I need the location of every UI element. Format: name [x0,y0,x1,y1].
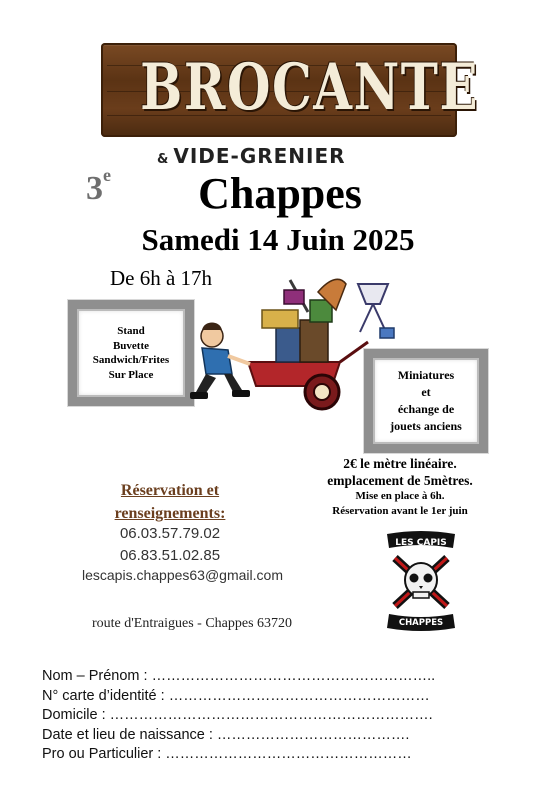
town-title: Chappes [198,169,362,218]
subtitle-text: VIDE-GRENIER [173,144,346,168]
pricing-info [300,455,500,519]
event-hours: De 6h à 17h [110,266,213,290]
services-line: Sandwich/Frites [92,354,170,366]
phone-number[interactable]: 06.83.51.02.85 [119,547,221,564]
form-field-name[interactable]: Nom – Prénom : ………………………………………………….. [42,668,436,684]
services-box [68,300,194,406]
reservation-deadline-line: Réservation avant le 1er juin [332,505,468,517]
logo-bottom-text: CHAPPES [398,618,444,628]
form-field-id-card[interactable]: N° carte d’identité : ……………………………………………… [42,687,430,704]
price-line: 2€ le mètre linéaire. [343,456,457,471]
miniatures-line: et [421,385,431,399]
club-logo [383,530,459,632]
contact-title [90,479,250,525]
miniatures-box [364,349,488,453]
services-line: Buvette [112,339,150,352]
sign-title: BROCANTE [140,50,480,125]
brocante-sign [101,43,480,137]
setup-time-line: Mise en place à 6h. [355,490,445,502]
contact-title-line: Réservation et [120,482,220,499]
edition-number: 3 [86,170,103,207]
contact-email[interactable]: lescapis.chappes63@gmail.com [82,567,283,583]
form-field-address[interactable]: Domicile : …………………………………………………………. [42,707,433,723]
event-date: Samedi 14 Juin 2025 [141,222,415,257]
registration-form [42,667,512,765]
edition-suffix: e [103,164,111,185]
skull-icon [395,558,447,606]
pitch-size-line: emplacement de 5mètres. [327,473,473,488]
form-field-pro-or-private[interactable]: Pro ou Particulier : …………………………………………… [42,746,412,762]
subtitle-ampersand: & [157,152,170,167]
miniatures-line: échange de [397,402,455,416]
services-line: Sur Place [108,368,154,381]
phone-number[interactable]: 06.03.57.79.02 [119,525,221,542]
form-field-birth[interactable]: Date et lieu de naissance : …………………………………. [42,726,410,743]
miniatures-line: Miniatures [397,368,455,382]
services-line: Stand [117,325,145,337]
event-address: route d'Entraigues - Chappes 63720 [92,616,293,631]
subtitle [157,144,397,170]
logo-top-text: LES CAPIS [395,538,447,548]
contact-title-line: renseignements: [114,505,226,522]
edition-badge [86,164,136,214]
miniatures-line: jouets anciens [390,419,462,433]
